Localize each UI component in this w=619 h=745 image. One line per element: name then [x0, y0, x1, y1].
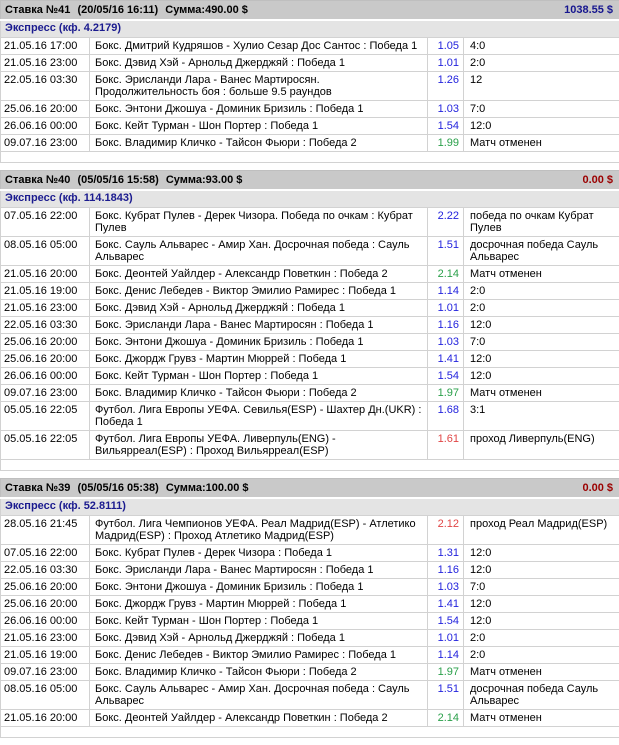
- leg-datetime: 25.06.16 20:00: [1, 334, 90, 351]
- bet-leg-row: [1, 55, 619, 72]
- leg-event: Бокс. Эрисланди Лара - Ванес Мартиросян. Продолжительность боя : больше 9.5 раундов: [90, 72, 428, 101]
- bet-footer-cell: [1, 727, 619, 738]
- leg-datetime: 25.06.16 20:00: [1, 579, 90, 596]
- leg-odds: 1.54: [428, 118, 464, 135]
- bet-payout: 0.00 $: [582, 174, 615, 187]
- leg-event: Бокс. Деонтей Уайлдер - Александр Поветкин : Победа 2: [90, 710, 428, 727]
- bet-leg-row: [1, 334, 619, 351]
- leg-odds: 1.03: [428, 334, 464, 351]
- leg-datetime: 26.06.16 00:00: [1, 613, 90, 630]
- leg-datetime: 22.05.16 03:30: [1, 562, 90, 579]
- bet-datetime: (20/05/16 16:11): [77, 4, 158, 16]
- bet-payout: 0.00 $: [582, 482, 615, 495]
- leg-event: Бокс. Энтони Джошуа - Доминик Бризиль : Победа 1: [90, 101, 428, 118]
- leg-event: Бокс. Кубрат Пулев - Дерек Чизора : Победа 1: [90, 545, 428, 562]
- bet-leg-row: [1, 613, 619, 630]
- leg-event: Бокс. Денис Лебедев - Виктор Эмилио Рамирес : Победа 1: [90, 647, 428, 664]
- bet-leg-row: [1, 118, 619, 135]
- leg-datetime: 21.05.16 19:00: [1, 283, 90, 300]
- leg-result: 12:0: [464, 351, 619, 368]
- leg-result: 12:0: [464, 596, 619, 613]
- leg-datetime: 25.06.16 20:00: [1, 101, 90, 118]
- leg-result: 7:0: [464, 334, 619, 351]
- leg-datetime: 05.05.16 22:05: [1, 431, 90, 460]
- leg-odds: 2.12: [428, 516, 464, 545]
- leg-event: Футбол. Лига Европы УЕФА. Севилья(ESP) - Шахтер Дн.(UKR) : Победа 1: [90, 402, 428, 431]
- leg-result: Матч отменен: [464, 266, 619, 283]
- leg-odds: 1.97: [428, 385, 464, 402]
- bet-leg-row: [1, 101, 619, 118]
- leg-datetime: 21.05.16 20:00: [1, 266, 90, 283]
- leg-datetime: 21.05.16 20:00: [1, 710, 90, 727]
- bet-sum: Сумма:93.00 $: [166, 174, 243, 186]
- leg-result: Матч отменен: [464, 710, 619, 727]
- bet-leg-row: [1, 545, 619, 562]
- bet-title: Ставка №41: [5, 4, 70, 16]
- bet-express-label: Экспресс (кф. 4.2179): [1, 20, 619, 38]
- leg-odds: 1.51: [428, 681, 464, 710]
- leg-result: 12:0: [464, 545, 619, 562]
- leg-event: Бокс. Джордж Грувз - Мартин Мюррей : Победа 1: [90, 596, 428, 613]
- leg-datetime: 22.05.16 03:30: [1, 72, 90, 101]
- bet-table: [0, 0, 619, 163]
- leg-odds: 1.01: [428, 55, 464, 72]
- leg-event: Бокс. Энтони Джошуа - Доминик Бризиль : Победа 1: [90, 579, 428, 596]
- leg-datetime: 21.05.16 23:00: [1, 55, 90, 72]
- leg-event: Бокс. Сауль Альварес - Амир Хан. Досрочная победа : Сауль Альварес: [90, 237, 428, 266]
- leg-event: Бокс. Кейт Турман - Шон Портер : Победа 1: [90, 118, 428, 135]
- bet-footer-row: [1, 152, 619, 163]
- leg-event: Футбол. Лига Чемпионов УЕФА. Реал Мадрид(ESP) - Атлетико Мадрид(ESP) : Проход Атлетико Мадрид(ESP): [90, 516, 428, 545]
- bet-leg-row: [1, 385, 619, 402]
- leg-datetime: 09.07.16 23:00: [1, 385, 90, 402]
- bet-leg-row: [1, 351, 619, 368]
- bet-table-body: [1, 171, 619, 471]
- leg-event: Бокс. Дмитрий Кудряшов - Хулио Сезар Дос Сантос : Победа 1: [90, 38, 428, 55]
- leg-result: Матч отменен: [464, 664, 619, 681]
- bet-header-row: [1, 479, 619, 499]
- leg-event: Бокс. Владимир Кличко - Тайсон Фьюри : Победа 2: [90, 385, 428, 402]
- bet-header-left: [5, 174, 246, 187]
- bet-express-label: Экспресс (кф. 52.8111): [1, 498, 619, 516]
- leg-result: победа по очкам Кубрат Пулев: [464, 208, 619, 237]
- bet-leg-row: [1, 596, 619, 613]
- leg-result: 2:0: [464, 647, 619, 664]
- leg-datetime: 09.07.16 23:00: [1, 664, 90, 681]
- leg-datetime: 25.06.16 20:00: [1, 351, 90, 368]
- leg-result: 12:0: [464, 317, 619, 334]
- leg-datetime: 26.06.16 00:00: [1, 118, 90, 135]
- bet-footer-cell: [1, 460, 619, 471]
- leg-datetime: 08.05.16 05:00: [1, 237, 90, 266]
- leg-event: Бокс. Дэвид Хэй - Арнольд Джерджяй : Победа 1: [90, 300, 428, 317]
- leg-odds: 1.26: [428, 72, 464, 101]
- bet-leg-row: [1, 266, 619, 283]
- leg-event: Бокс. Эрисланди Лара - Ванес Мартиросян : Победа 1: [90, 317, 428, 334]
- bet-card: [0, 478, 619, 738]
- bet-express-label: Экспресс (кф. 114.1843): [1, 190, 619, 208]
- bet-title: Ставка №39: [5, 482, 70, 494]
- leg-result: 3:1: [464, 402, 619, 431]
- leg-event: Бокс. Дэвид Хэй - Арнольд Джерджяй : Победа 1: [90, 630, 428, 647]
- leg-odds: 1.41: [428, 351, 464, 368]
- leg-odds: 1.01: [428, 300, 464, 317]
- leg-odds: 2.22: [428, 208, 464, 237]
- leg-odds: 1.16: [428, 562, 464, 579]
- leg-datetime: 21.05.16 23:00: [1, 300, 90, 317]
- leg-result: 12:0: [464, 118, 619, 135]
- bet-table: [0, 170, 619, 471]
- bet-leg-row: [1, 72, 619, 101]
- leg-result: 12:0: [464, 613, 619, 630]
- leg-datetime: 07.05.16 22:00: [1, 208, 90, 237]
- leg-datetime: 07.05.16 22:00: [1, 545, 90, 562]
- leg-odds: 2.14: [428, 710, 464, 727]
- leg-odds: 1.03: [428, 101, 464, 118]
- leg-event: Бокс. Кейт Турман - Шон Портер : Победа 1: [90, 368, 428, 385]
- leg-result: Матч отменен: [464, 135, 619, 152]
- bet-datetime: (05/05/16 15:58): [77, 174, 158, 186]
- bet-header-left: [5, 482, 253, 495]
- leg-result: 12:0: [464, 562, 619, 579]
- leg-event: Бокс. Владимир Кличко - Тайсон Фьюри : Победа 2: [90, 135, 428, 152]
- bet-table: [0, 478, 619, 738]
- bet-footer-row: [1, 460, 619, 471]
- leg-result: 2:0: [464, 55, 619, 72]
- leg-event: Футбол. Лига Европы УЕФА. Ливерпуль(ENG) - Вильярреал(ESP) : Проход Вильярреал(ESP): [90, 431, 428, 460]
- leg-odds: 1.14: [428, 647, 464, 664]
- leg-datetime: 21.05.16 19:00: [1, 647, 90, 664]
- bet-header-left: [5, 4, 252, 17]
- leg-event: Бокс. Владимир Кличко - Тайсон Фьюри : Победа 2: [90, 664, 428, 681]
- leg-result: 12: [464, 72, 619, 101]
- bet-card: [0, 0, 619, 163]
- leg-odds: 1.99: [428, 135, 464, 152]
- leg-datetime: 21.05.16 23:00: [1, 630, 90, 647]
- leg-result: проход Реал Мадрид(ESP): [464, 516, 619, 545]
- leg-odds: 1.54: [428, 613, 464, 630]
- bet-leg-row: [1, 402, 619, 431]
- bet-express-row: [1, 498, 619, 516]
- bet-leg-row: [1, 283, 619, 300]
- bet-datetime: (05/05/16 05:38): [77, 482, 158, 494]
- bet-leg-row: [1, 664, 619, 681]
- leg-odds: 1.68: [428, 402, 464, 431]
- leg-odds: 1.14: [428, 283, 464, 300]
- leg-odds: 1.51: [428, 237, 464, 266]
- leg-odds: 1.61: [428, 431, 464, 460]
- bet-leg-row: [1, 300, 619, 317]
- leg-result: Матч отменен: [464, 385, 619, 402]
- leg-result: досрочная победа Сауль Альварес: [464, 681, 619, 710]
- leg-datetime: 05.05.16 22:05: [1, 402, 90, 431]
- leg-result: 2:0: [464, 283, 619, 300]
- bet-header: [5, 174, 615, 187]
- bet-leg-row: [1, 317, 619, 334]
- leg-result: 2:0: [464, 630, 619, 647]
- leg-odds: 1.31: [428, 545, 464, 562]
- bet-leg-row: [1, 431, 619, 460]
- leg-event: Бокс. Денис Лебедев - Виктор Эмилио Рамирес : Победа 1: [90, 283, 428, 300]
- leg-result: 2:0: [464, 300, 619, 317]
- bet-table-body: [1, 1, 619, 163]
- leg-event: Бокс. Сауль Альварес - Амир Хан. Досрочная победа : Сауль Альварес: [90, 681, 428, 710]
- bet-leg-row: [1, 630, 619, 647]
- leg-result: 7:0: [464, 579, 619, 596]
- bet-leg-row: [1, 135, 619, 152]
- leg-datetime: 09.07.16 23:00: [1, 135, 90, 152]
- leg-event: Бокс. Кейт Турман - Шон Портер : Победа 1: [90, 613, 428, 630]
- bet-leg-row: [1, 579, 619, 596]
- bet-header: [5, 4, 615, 17]
- bet-express-row: [1, 190, 619, 208]
- leg-datetime: 25.06.16 20:00: [1, 596, 90, 613]
- leg-event: Бокс. Джордж Грувз - Мартин Мюррей : Победа 1: [90, 351, 428, 368]
- leg-datetime: 28.05.16 21:45: [1, 516, 90, 545]
- leg-result: 12:0: [464, 368, 619, 385]
- leg-event: Бокс. Дэвид Хэй - Арнольд Джерджяй : Победа 1: [90, 55, 428, 72]
- bet-leg-row: [1, 681, 619, 710]
- bet-card: [0, 170, 619, 471]
- leg-event: Бокс. Энтони Джошуа - Доминик Бризиль : Победа 1: [90, 334, 428, 351]
- bet-leg-row: [1, 237, 619, 266]
- bet-leg-row: [1, 368, 619, 385]
- leg-odds: 2.14: [428, 266, 464, 283]
- bet-header-row: [1, 1, 619, 21]
- leg-event: Бокс. Эрисланди Лара - Ванес Мартиросян : Победа 1: [90, 562, 428, 579]
- bet-sum: Сумма:100.00 $: [166, 482, 249, 494]
- leg-odds: 1.01: [428, 630, 464, 647]
- leg-odds: 1.41: [428, 596, 464, 613]
- leg-odds: 1.97: [428, 664, 464, 681]
- bet-footer-cell: [1, 152, 619, 163]
- bet-leg-row: [1, 562, 619, 579]
- leg-datetime: 21.05.16 17:00: [1, 38, 90, 55]
- bet-leg-row: [1, 516, 619, 545]
- leg-result: досрочная победа Сауль Альварес: [464, 237, 619, 266]
- leg-event: Бокс. Кубрат Пулев - Дерек Чизора. Победа по очкам : Кубрат Пулев: [90, 208, 428, 237]
- bet-payout: 1038.55 $: [564, 4, 615, 17]
- leg-event: Бокс. Деонтей Уайлдер - Александр Поветкин : Победа 2: [90, 266, 428, 283]
- leg-odds: 1.54: [428, 368, 464, 385]
- bet-header: [5, 482, 615, 495]
- leg-odds: 1.16: [428, 317, 464, 334]
- bet-leg-row: [1, 208, 619, 237]
- bet-title: Ставка №40: [5, 174, 70, 186]
- leg-datetime: 26.06.16 00:00: [1, 368, 90, 385]
- bet-express-row: [1, 20, 619, 38]
- leg-odds: 1.03: [428, 579, 464, 596]
- leg-odds: 1.05: [428, 38, 464, 55]
- leg-result: 7:0: [464, 101, 619, 118]
- leg-datetime: 08.05.16 05:00: [1, 681, 90, 710]
- bet-footer-row: [1, 727, 619, 738]
- leg-datetime: 22.05.16 03:30: [1, 317, 90, 334]
- bet-leg-row: [1, 647, 619, 664]
- bet-table-body: [1, 479, 619, 738]
- bet-header-row: [1, 171, 619, 191]
- bet-sum: Сумма:490.00 $: [165, 4, 248, 16]
- leg-result: 4:0: [464, 38, 619, 55]
- bet-leg-row: [1, 38, 619, 55]
- bet-leg-row: [1, 710, 619, 727]
- leg-result: проход Ливерпуль(ENG): [464, 431, 619, 460]
